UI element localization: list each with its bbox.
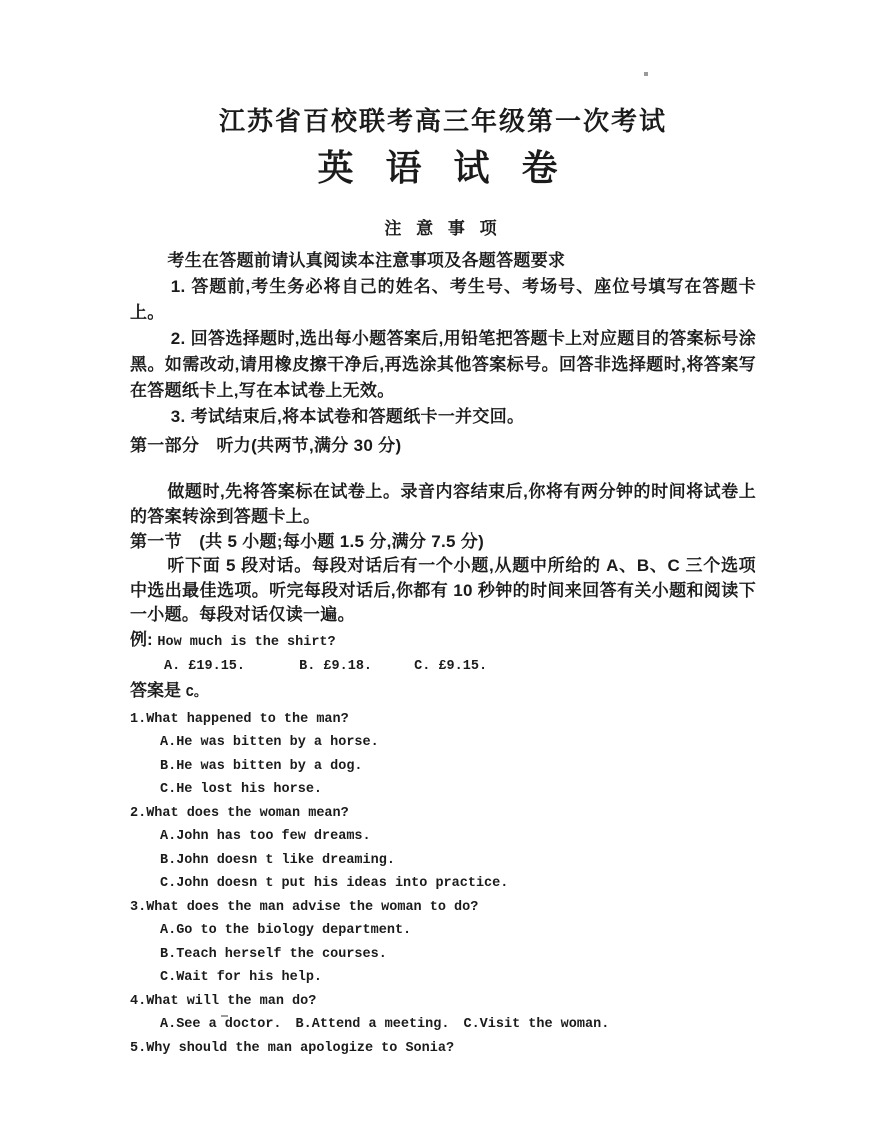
page-title: 江苏省百校联考高三年级第一次考试 bbox=[218, 106, 667, 136]
option-text: A.See a doctor. bbox=[160, 1017, 282, 1032]
question-block bbox=[130, 990, 756, 1037]
example-question-text: How much is the shirt? bbox=[157, 634, 336, 650]
option-text: C.Visit the woman. bbox=[463, 1017, 610, 1032]
part1-instruction: 做题时,先将答案标在试卷上。录音内容结束后,你将有两分钟的时间将试卷上的答案转涂到答题卡上。 bbox=[130, 482, 756, 526]
question-block bbox=[130, 1037, 756, 1061]
example-options-row bbox=[130, 655, 756, 679]
notice-item-2: 2. 回答选择题时,选出每小题答案后,用铅笔把答题卡上对应题目的答案标号涂黑。如需改动,请用橡皮擦干净后,再选涂其他答案标号。回答非选择题时,将答案写在答题纸卡上,写在本试卷上无效。 bbox=[130, 329, 756, 400]
question-text: 2.What does the woman mean? bbox=[130, 805, 349, 821]
section1-heading: 第一节 (共 5 小题;每小题 1.5 分,满分 7.5 分) bbox=[130, 532, 485, 551]
question-text: 3.What does the man advise the woman to do? bbox=[130, 899, 479, 915]
question-block bbox=[130, 896, 756, 990]
option-text: B.Attend a meeting. bbox=[295, 1017, 450, 1032]
option-text: B.Teach herself the courses. bbox=[160, 946, 387, 962]
scan-artifact-dot bbox=[644, 72, 648, 76]
example-label: 例: bbox=[130, 629, 153, 649]
question-block bbox=[130, 802, 756, 896]
option-text: B.He was bitten by a dog. bbox=[160, 758, 363, 774]
notice-header: 注 意 事 项 bbox=[384, 219, 502, 238]
example-option-b: B. £9.18. bbox=[299, 658, 373, 674]
section1-instruction: 听下面 5 段对话。每段对话后有一个小题,从题中所给的 A、B、C 三个选项中选出最佳选项。听完每段对话后,你都有 10 秒钟的时间来回答有关小题和阅读下一小题。每段对话仅读一遍。 bbox=[130, 556, 756, 624]
notice-item-3: 3. 考试结束后,将本试卷和答题纸卡一并交回。 bbox=[170, 407, 525, 426]
example-answer-line bbox=[130, 679, 756, 706]
question-block bbox=[130, 708, 756, 802]
example-option-a: A. £19.15. bbox=[164, 658, 246, 674]
notice-item-1: 1. 答题前,考生务必将自己的姓名、考生号、考场号、座位号填写在答题卡上。 bbox=[130, 277, 756, 322]
scan-artifact-dash bbox=[221, 1015, 228, 1017]
question-text: 1.What happened to the man? bbox=[130, 711, 349, 727]
option-text: C.Wait for his help. bbox=[160, 970, 323, 985]
option-text: B.John doesn t like dreaming. bbox=[160, 852, 395, 868]
option-text: A.He was bitten by a horse. bbox=[160, 735, 379, 750]
example-question-line bbox=[130, 628, 756, 655]
page-subtitle: 英 语 试 卷 bbox=[317, 147, 569, 188]
example-answer-value: C。 bbox=[185, 685, 208, 701]
option-text: A.John has too few dreams. bbox=[160, 829, 371, 844]
question-list bbox=[130, 708, 756, 1061]
example-answer-label: 答案是 bbox=[130, 680, 181, 700]
option-text: A.Go to the biology department. bbox=[160, 923, 412, 938]
question-text: 5.Why should the man apologize to Sonia? bbox=[130, 1040, 455, 1056]
part1-heading: 第一部分 听力(共两节,满分 30 分) bbox=[130, 436, 402, 455]
notice-intro: 考生在答题前请认真阅读本注意事项及各题答题要求 bbox=[167, 251, 566, 270]
option-text: C.John doesn t put his ideas into practice. bbox=[160, 876, 509, 891]
option-text: C.He lost his horse. bbox=[160, 782, 323, 797]
example-option-c: C. £9.15. bbox=[414, 658, 488, 674]
question-text: 4.What will the man do? bbox=[130, 993, 317, 1009]
